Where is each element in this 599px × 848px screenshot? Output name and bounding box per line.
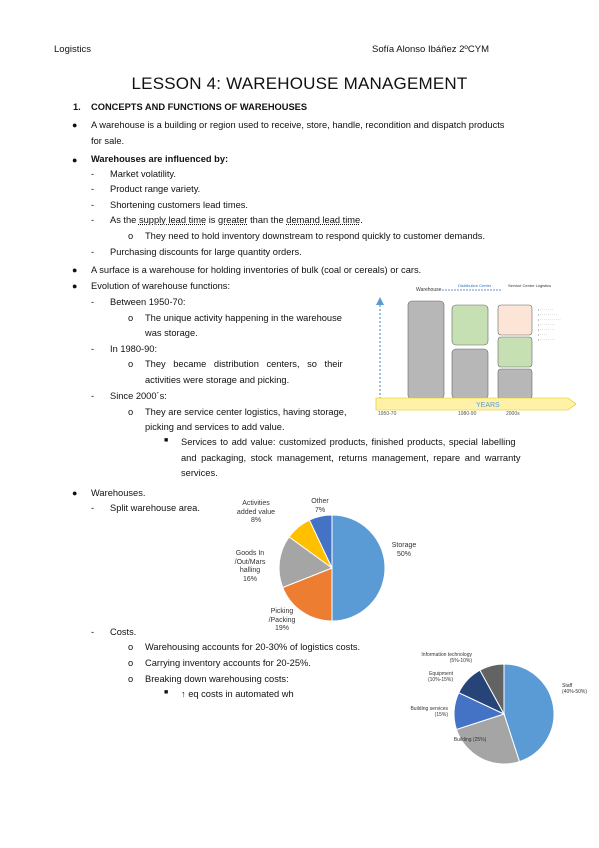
warehousing-costs-pie-chart [448,660,560,768]
period-2000s-desc-2: picking and services to add value. [145,422,285,432]
figure-col1-label: Warehouse [416,287,442,293]
pie2-label-building-services: Building services (15%) [410,706,448,718]
bullet-dot: ● [72,488,78,498]
circle-marker: o [128,642,134,652]
period-1980-90-desc-2: activities were storage and picking. [145,375,290,385]
pie1-label-goods: Goods In /Out/Mars halling 16% [234,550,266,583]
cost-item-1: Warehousing accounts for 20-30% of logistics costs. [145,642,361,652]
pie1-label-picking: Picking /Packing 19% [268,608,296,632]
section-number: 1. [73,102,81,112]
circle-marker: o [128,658,134,668]
dash-marker: - [91,169,95,179]
svg-text:• · · · · · · · ·: • · · · · · · · · [538,323,555,327]
split-area-text: Split warehouse area. [110,503,200,513]
influence-item: Market volatility. [110,169,176,179]
period-1980-90: In 1980-90: [110,344,158,354]
bullet-dot: ● [72,155,78,165]
figure-period-2: 1980-90 [458,411,477,415]
services-line1: Services to add value: customized products, finished products, special labelling [181,437,516,447]
circle-marker: o [128,313,134,323]
warehouse-evolution-figure [372,283,584,415]
period-1950-70: Between 1950-70: [110,297,186,307]
influence-item: Product range variety. [110,184,201,194]
pie2-label-equipment: Equipment (10%-15%) [427,671,453,683]
dash-marker: - [91,247,95,257]
lead-time-sentence: As the supply lead time is greater than the demand lead time. [110,215,363,225]
period-2000s: Since 2000´s: [110,391,167,401]
figure-period-3: 2000s [506,411,520,415]
section-heading: CONCEPTS AND FUNCTIONS OF WAREHOUSES [91,102,308,112]
influence-item: Shortening customers lead times. [110,200,248,210]
header-author: Sofía Alonso Ibáñez 2ºCYM [372,44,490,55]
period-1980-90-desc-1: They became distribution centers, so their [145,359,343,369]
bullet-dot: ● [72,120,78,130]
svg-text:• · · · · · · · · ·: • · · · · · · · · · [538,313,557,317]
square-bullet: ■ [164,689,169,696]
circle-marker: o [128,359,134,369]
square-bullet: ■ [164,437,169,444]
figure-col3-label: Service Centre Logistics [508,283,552,288]
svg-text:• · · · ·: • · · · · [538,333,547,337]
pie2-label-staff: Staff (40%-50%) [562,683,588,695]
circle-marker: o [128,407,134,417]
period-1950-70-desc-2: was storage. [145,328,198,338]
dash-marker: - [91,391,95,401]
bullet-dot: ● [72,265,78,275]
dash-marker: - [91,627,95,637]
warehouse-definition-line2: for sale. [91,136,125,146]
purchasing-discounts-text: Purchasing discounts for large quantity orders. [110,247,302,257]
circle-marker: o [128,231,134,241]
svg-text:• · · · · · · ·: • · · · · · · · [538,308,553,312]
warehouse-definition-line1: A warehouse is a building or region used to receive, store, handle, recondition and dispatch products [91,120,505,130]
dash-marker: - [91,344,95,354]
bullet-dot: ● [72,281,78,291]
period-1950-70-desc-1: The unique activity happening in the warehouse [145,313,342,323]
pie1-label-activities: Activities added value 8% [236,500,276,524]
dash-marker: - [91,215,95,225]
pie2-label-building: Building (25%) [453,737,487,743]
pie1-label-other: Other 7% [311,498,329,514]
influenced-heading: Warehouses are influenced by: [91,154,229,164]
dash-marker: - [91,200,95,210]
period-2000s-desc-1: They are service center logistics, having storage, [145,407,347,417]
circle-marker: o [128,674,134,684]
pie2-label-it: Information technology (5%-10%) [421,652,472,664]
figure-col2-label: Distribution Center [458,283,492,288]
dash-marker: - [91,503,95,513]
svg-text:• · · · · · · · ·: • · · · · · · · · [538,338,555,342]
warehouses-heading: Warehouses. [91,488,146,498]
costs-heading: Costs. [110,627,137,637]
figure-period-1: 1950-70 [378,411,397,415]
page-title: LESSON 4: WAREHOUSE MANAGEMENT [131,74,468,93]
evolution-heading: Evolution of warehouse functions: [91,281,231,291]
services-line2: and packaging, stock management, returns management, repare and warranty [181,453,521,463]
cost-item-2: Carrying inventory accounts for 20-25%. [145,658,311,668]
surface-definition: A surface is a warehouse for holding inventories of bulk (coal or cereals) or cars. [91,265,422,275]
figure-years-label: YEARS [476,402,500,409]
svg-text:• · · · · · · · ·: • · · · · · · · · [538,328,555,332]
services-line3: services. [181,468,218,478]
svg-text:• · · · · · · · · · · ·: • · · · · · · · · · · · [538,318,561,322]
pie1-label-storage: Storage 50% [391,542,417,558]
dash-marker: - [91,184,95,194]
cost-item-4: ↑ eq costs in automated wh [181,689,294,699]
cost-item-3: Breaking down warehousing costs: [145,674,289,684]
header-subject: Logistics [54,44,91,55]
pie1-slice-storage [332,515,385,621]
dash-marker: - [91,297,95,307]
inventory-downstream-text: They need to hold inventory downstream to respond quickly to customer demands. [145,231,486,241]
